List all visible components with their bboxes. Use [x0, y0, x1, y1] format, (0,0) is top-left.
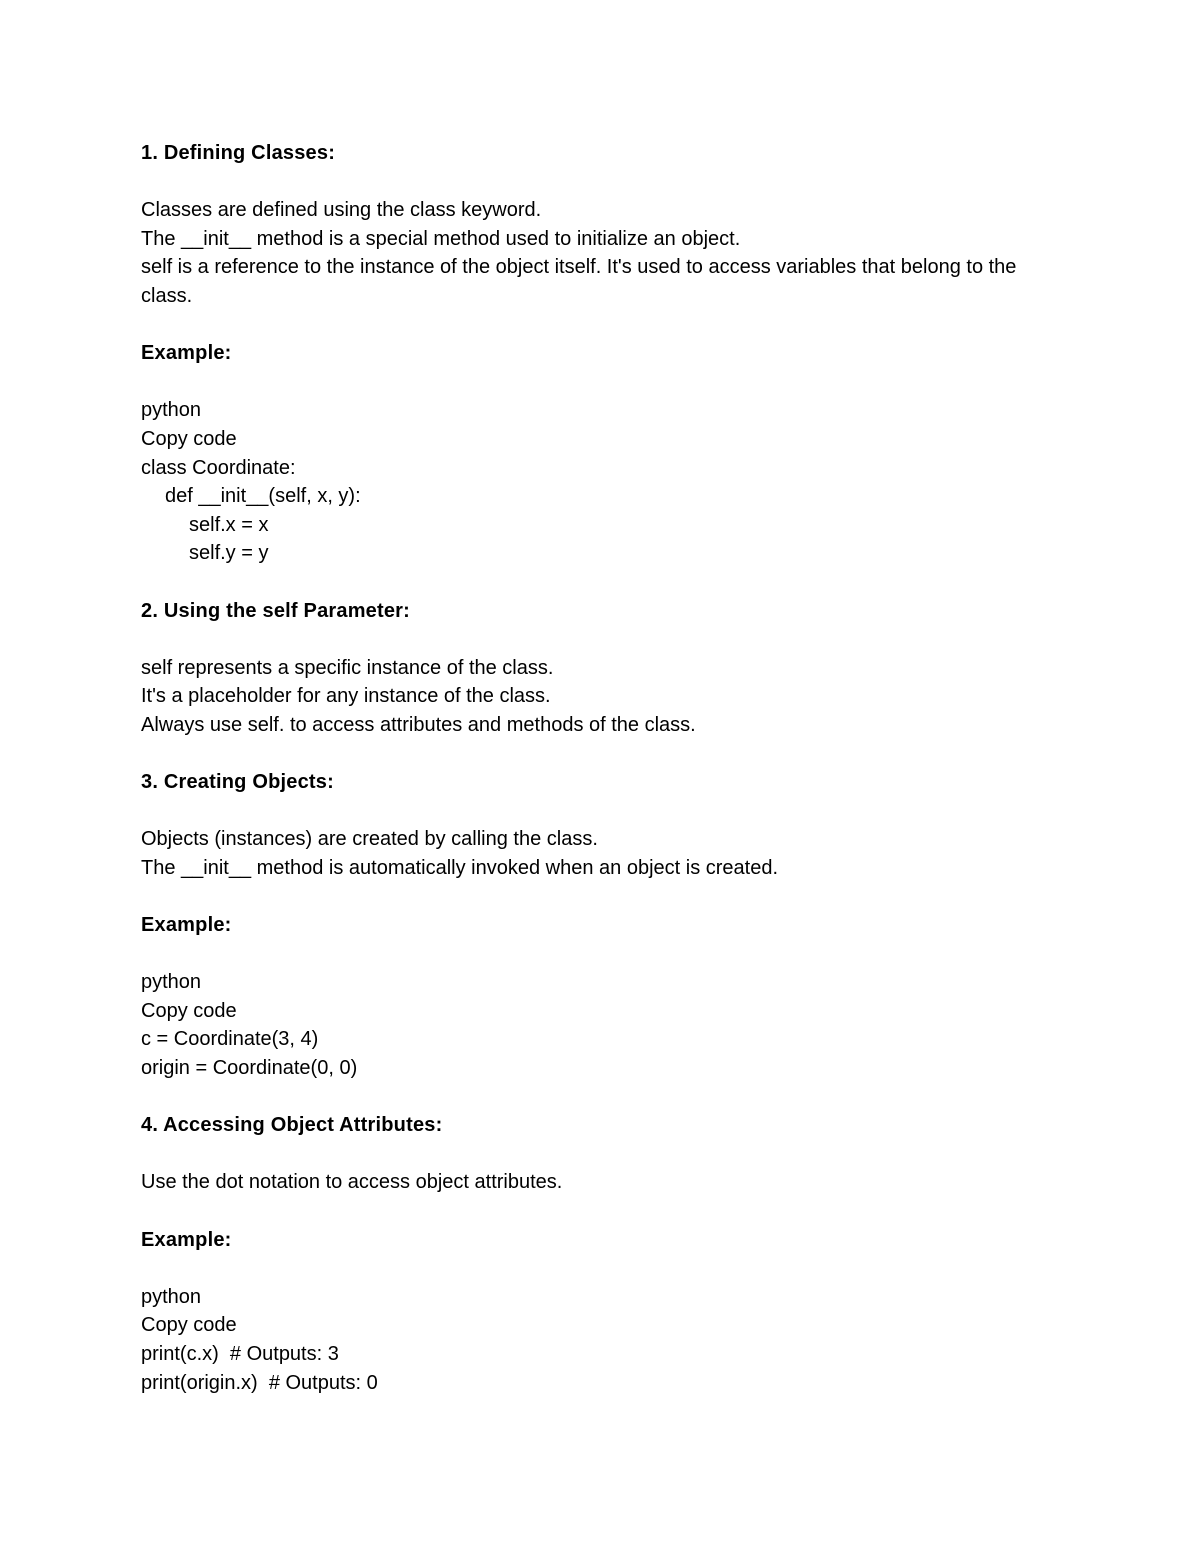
section-1-code-line: def __init__(self, x, y):	[165, 485, 361, 508]
section-1-paragraph: The __init__ method is a special method used to initialize an object.	[141, 227, 741, 250]
spacer	[141, 1254, 1071, 1283]
spacer	[141, 882, 1071, 911]
section-3-paragraph: The __init__ method is automatically invoked when an object is created.	[141, 856, 779, 879]
spacer	[141, 739, 1071, 768]
section-1-code-line: self.y = y	[189, 542, 269, 565]
section-4-code-language: python	[141, 1285, 202, 1308]
section-4-paragraph: Use the dot notation to access object attributes.	[141, 1171, 563, 1194]
section-2-paragraph: self represents a specific instance of the class.	[141, 656, 554, 679]
section-1-code-language: python	[141, 399, 202, 422]
section-2-paragraph: Always use self. to access attributes and methods of the class.	[141, 713, 696, 736]
section-2-heading: 2. Using the self Parameter:	[141, 599, 411, 622]
section-3-example-label: Example:	[141, 914, 232, 937]
section-1-paragraph: self is a reference to the instance of the object itself. It's used to access variables that belong to the class.	[141, 256, 1022, 307]
section-2-paragraph: It's a placeholder for any instance of the class.	[141, 685, 551, 708]
spacer	[141, 797, 1071, 826]
spacer	[141, 568, 1071, 597]
section-1-paragraph: Classes are defined using the class keyword.	[141, 199, 542, 222]
spacer	[141, 168, 1071, 197]
spacer	[141, 625, 1071, 654]
spacer	[141, 1197, 1071, 1226]
document-page	[141, 139, 1071, 1397]
section-3-code-language: python	[141, 971, 202, 994]
section-1-copy-code-label: Copy code	[141, 427, 237, 450]
spacer	[141, 311, 1071, 340]
section-3-code-line: c = Coordinate(3, 4)	[141, 1028, 319, 1051]
section-1-example-label: Example:	[141, 342, 232, 365]
section-3-paragraph: Objects (instances) are created by calling the class.	[141, 828, 598, 851]
section-3-code-line: origin = Coordinate(0, 0)	[141, 1057, 358, 1079]
section-4-copy-code-label: Copy code	[141, 1314, 237, 1337]
spacer	[141, 1083, 1071, 1112]
section-1-code-line: class Coordinate:	[141, 456, 296, 479]
spacer	[141, 940, 1071, 969]
section-4-example-label: Example:	[141, 1228, 232, 1251]
spacer	[141, 368, 1071, 397]
spacer	[141, 1140, 1071, 1169]
section-4-code-line: print(c.x) # Outputs: 3	[141, 1342, 339, 1365]
section-1-heading: 1. Defining Classes:	[141, 142, 336, 164]
section-1-code-line: self.x = x	[189, 513, 269, 536]
section-3-copy-code-label: Copy code	[141, 999, 237, 1022]
section-4-heading: 4. Accessing Object Attributes:	[141, 1114, 443, 1137]
section-4-code-line: print(origin.x) # Outputs: 0	[141, 1371, 378, 1394]
section-3-heading: 3. Creating Objects:	[141, 771, 334, 794]
